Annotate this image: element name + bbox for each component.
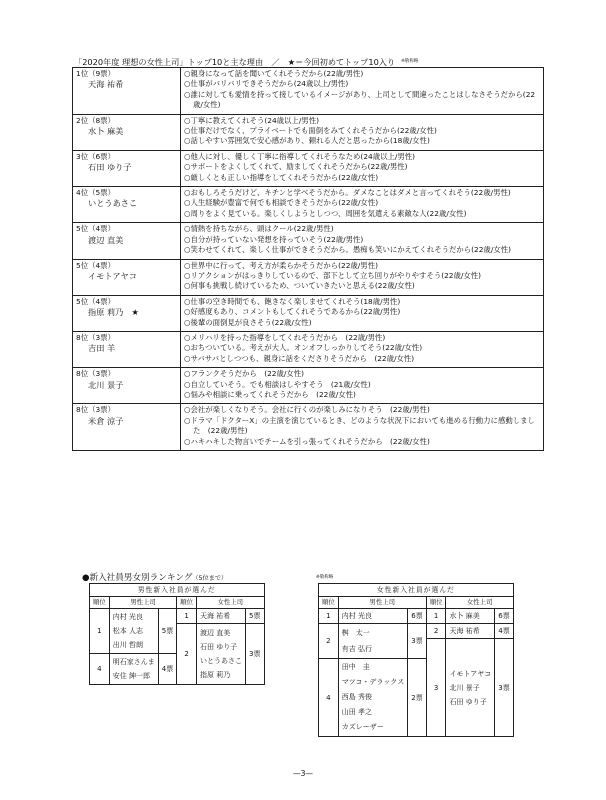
reason-item: ○サバサバとしつつも、親身に話をくださりそうだから (22歳/女性) — [184, 353, 415, 363]
female-names — [446, 639, 495, 737]
table-row — [73, 295, 544, 331]
page-number: —3— — [292, 769, 314, 778]
female-names — [197, 624, 246, 685]
table-row — [73, 331, 544, 367]
vote-count: 6票 — [495, 609, 513, 624]
person-name: カズレーザー — [341, 723, 384, 731]
vote-count: 4票 — [495, 624, 513, 639]
person-name: マツコ・デラックス — [341, 678, 405, 686]
person-name: イモトアヤコ — [449, 669, 492, 678]
reason-item: ○親身になって話を聞いてくれそうだから(22歳/男性) — [184, 69, 364, 78]
person-name: 石田 ゆり子 — [200, 643, 238, 651]
table-row — [73, 223, 544, 259]
reasons-cell — [181, 259, 544, 295]
person-name: 西島 秀俊 — [341, 693, 373, 701]
reasons-cell — [181, 114, 544, 150]
rank-number: 2 — [319, 624, 339, 659]
person-name: 指原 莉乃 ★ — [88, 307, 139, 318]
reason-item: ○誰に対しても愛情を持って接しているイメージがあり、上司として間違ったことはしなさそうだから(22歳/女性) — [184, 89, 536, 110]
male-boss-header: 男性上司 — [109, 597, 176, 609]
reasons-cell — [181, 331, 544, 367]
vote-count: 3票 — [495, 639, 513, 737]
rank-cell — [73, 368, 181, 404]
reason-item: ○後輩の面倒見が良さそう(22歳/女性) — [184, 317, 312, 327]
person-name: 田中 圭 — [341, 663, 370, 671]
rank-number: 1 — [319, 609, 339, 624]
reason-item: ○好感度もあり、コメントもしてくれそうであるから(22歳/男性) — [184, 307, 401, 317]
person-name: 桝 太一 — [341, 629, 370, 637]
rank-header: 順位 — [90, 597, 110, 609]
reason-item: ○メリハリを持った指導をしてくれそうだから (22歳/男性) — [184, 332, 386, 342]
rank-number: 4 — [90, 654, 110, 685]
table-row — [73, 150, 544, 186]
person-name: 山田 孝之 — [341, 708, 373, 716]
person-name: 出川 哲朗 — [112, 641, 144, 649]
rank-number: 2 — [426, 624, 446, 639]
reason-item: ○自立していそう。でも相談はしやすそう (21歳/女性) — [184, 379, 371, 389]
person-name: いとうあさこ — [200, 657, 243, 665]
person-name: 天海 祐希 — [88, 79, 124, 90]
vote-count: 3票 — [246, 624, 264, 685]
female-employees-table — [318, 583, 514, 737]
vote-count: 5票 — [246, 609, 264, 624]
rank-cell — [73, 331, 181, 367]
table-title: 女性新入社員が選んだ — [319, 584, 514, 597]
reason-item: ○フランクそうだから (22歳/女性) — [184, 369, 305, 379]
table-row — [73, 259, 544, 295]
person-name: 水卜 麻美 — [88, 126, 124, 137]
person-name: 北川 景子 — [88, 379, 124, 390]
table-row — [73, 68, 544, 115]
reasons-cell — [181, 368, 544, 404]
reasons-cell — [181, 150, 544, 186]
table-row — [73, 404, 544, 451]
person-name: 北川 景子 — [449, 683, 480, 692]
rank-number: 4 — [319, 659, 339, 737]
vote-count: 4票 — [158, 654, 176, 685]
reason-item: ○厳しくとも正しい指導をしてくれそうだから(22歳/女性) — [184, 172, 379, 182]
vote-count: 2票 — [408, 659, 426, 737]
person-name: 石田 ゆり子 — [449, 697, 487, 706]
reason-item: ○サポートをよくしてくれて、励ましてくれそうだから(22歳/男性) — [184, 162, 408, 172]
rank-cell — [73, 68, 181, 115]
person-name: 指原 莉乃 — [200, 671, 231, 679]
rank-number: 1 — [90, 609, 110, 654]
person-name: 内村 光良 — [338, 609, 407, 624]
person-name: 天海 祐希 — [197, 609, 246, 624]
reasons-cell — [181, 187, 544, 223]
reason-item: ○周りをよく見ている。楽しくしようとしつつ、周囲を気遣える素敵な人(22歳/女性) — [184, 208, 467, 218]
rank-header: 順位 — [319, 597, 339, 609]
rank-cell — [73, 150, 181, 186]
rank-cell — [73, 187, 181, 223]
reason-item: ○他人に対し、優しく丁寧に指導してくれそうなため(24歳以上/男性) — [184, 151, 416, 161]
rank-number: 2 — [177, 624, 197, 685]
person-name: 松本 人志 — [112, 627, 144, 635]
rank-number: 1 — [426, 609, 446, 624]
reason-item: ○リアクションがはっきりしているので、部下として立ち回りがやりやすそう(22歳/女性) — [184, 270, 482, 280]
rank-label: 8位（3票） — [76, 332, 115, 342]
rank-number: 3 — [426, 639, 446, 737]
rank-label: 5位（4票） — [76, 224, 115, 234]
reasons-cell — [181, 223, 544, 259]
reason-item: ○ドラマ「ドクターX」の主演を演じているとき、どのような状況下においても進める行動力に感動しました (22歳/男性) — [184, 415, 535, 436]
reason-item: ○世界中に行って、考え方が柔らかそうだから(22歳/男性) — [184, 260, 378, 270]
reason-item: ○おもしろそうだけど、キチンと学べそうだから。ダメなことはダメと言ってくれそう(22歳/男性) — [184, 188, 511, 198]
rank-number: 1 — [177, 609, 197, 624]
rank-label: 2位（8票） — [76, 115, 115, 125]
person-name: 渡辺 直美 — [88, 234, 124, 245]
rank-header: 順位 — [426, 597, 446, 609]
rank-cell — [73, 223, 181, 259]
reason-item: ○おちついている。考えが大人。オンオフしっかりしてそう(22歳/女性) — [184, 343, 423, 353]
vote-count: 6票 — [408, 609, 426, 624]
reason-item: ○ハキハキした物言いでチームを引っ張ってくれそうだから (22歳/女性) — [184, 436, 430, 446]
table-row — [73, 187, 544, 223]
reasons-cell — [181, 404, 544, 451]
rank-cell — [73, 259, 181, 295]
rank-label: 5位（4票） — [76, 296, 115, 306]
male-employees-table — [89, 583, 265, 685]
reason-item: ○仕事だけでなく、プライベートでも面倒をみてくれそうだから(22歳/女性) — [184, 126, 437, 136]
person-name: 内村 光良 — [112, 613, 144, 621]
person-name: 米倉 涼子 — [88, 415, 124, 426]
reason-item: ○仕事がバリバリできそうだから(24歳以上/男性) — [184, 79, 349, 89]
rank-header: 順位 — [177, 597, 197, 609]
rank-cell — [73, 404, 181, 451]
vote-count: 5票 — [158, 609, 176, 654]
rank-label: 1位（9票） — [76, 69, 115, 78]
reason-item: ○自分が持っていない発想を持っていそう(22歳/男性) — [184, 234, 364, 244]
person-name: 安住 紳一郎 — [112, 672, 151, 680]
title-note: ※敬称略 — [401, 59, 419, 64]
rank-label: 4位（5票） — [76, 188, 115, 198]
rank-label: 8位（3票） — [76, 369, 115, 379]
person-name: 石田 ゆり子 — [88, 162, 132, 173]
female-boss-header: 女性上司 — [446, 597, 513, 609]
reason-item: ○笑わせてくれて、楽しく仕事ができそうだから。愚痴も笑いにかえてくれそうだから(22歳/女性) — [184, 245, 511, 255]
section-title — [82, 571, 227, 583]
rank-label: 3位（6票） — [76, 151, 115, 161]
person-name: 有吉 弘行 — [341, 645, 373, 653]
section-subtitle: （5位まで） — [192, 575, 228, 582]
male-names — [109, 654, 158, 685]
person-name: イモトアヤコ — [88, 270, 137, 281]
rank-label: 8位（3票） — [76, 405, 115, 415]
table-row — [73, 114, 544, 150]
person-name: 明石家さんま — [112, 658, 155, 666]
ranking-table — [72, 67, 544, 451]
rank-cell — [73, 295, 181, 331]
reason-item: ○話しやすい雰囲気で安心感があり、頼れる人だと思ったから(18歳/女性) — [184, 136, 430, 146]
rank-cell — [73, 114, 181, 150]
reason-item: ○丁寧に教えてくれそう(24歳以上/男性) — [184, 115, 319, 125]
section-title-text: ●新入社員男女別ランキング — [82, 573, 193, 583]
male-names — [109, 609, 158, 654]
reason-item: ○会社が楽しくなりそう。会社に行くのが楽しみになりそう (22歳/男性) — [184, 405, 430, 415]
rank-label: 5位（4票） — [76, 260, 115, 270]
person-name: いとうあさこ — [88, 198, 138, 209]
reason-item: ○何事も挑戦し続けているため、ついていきたいと思える(22歳/女性) — [184, 281, 415, 291]
person-name: 天海 祐希 — [446, 624, 495, 639]
reasons-cell — [181, 295, 544, 331]
female-boss-header: 女性上司 — [197, 597, 264, 609]
table-row — [73, 368, 544, 404]
male-names — [338, 624, 407, 659]
reason-item: ○情熱を持ちながら、頭はクール(22歳/男性) — [184, 224, 334, 234]
reason-item: ○仕事の空き時間でも、飽きなく楽しませてくれそう(18歳/男性) — [184, 296, 401, 306]
person-name: 吉田 羊 — [88, 343, 116, 354]
vote-count: 3票 — [408, 624, 426, 659]
person-name: 渡辺 直美 — [200, 629, 231, 637]
male-names — [338, 659, 407, 737]
male-boss-header: 男性上司 — [338, 597, 426, 609]
reason-item: ○人生経験が豊富で何でも相談できそうだから(22歳/女性) — [184, 198, 379, 208]
person-name: 水卜 麻美 — [446, 609, 495, 624]
title-text: 「2020年度 理想の女性上司」トップ10と主な理由 ／ ★＝今回初めてトップ10入り — [74, 57, 396, 67]
section-note: ※敬称略 — [316, 575, 334, 580]
table-title: 男性新入社員が選んだ — [90, 584, 265, 597]
reason-item: ○悩みや相談に乗ってくれそうだから (22歳/女性) — [184, 389, 356, 399]
reasons-cell — [181, 68, 544, 115]
